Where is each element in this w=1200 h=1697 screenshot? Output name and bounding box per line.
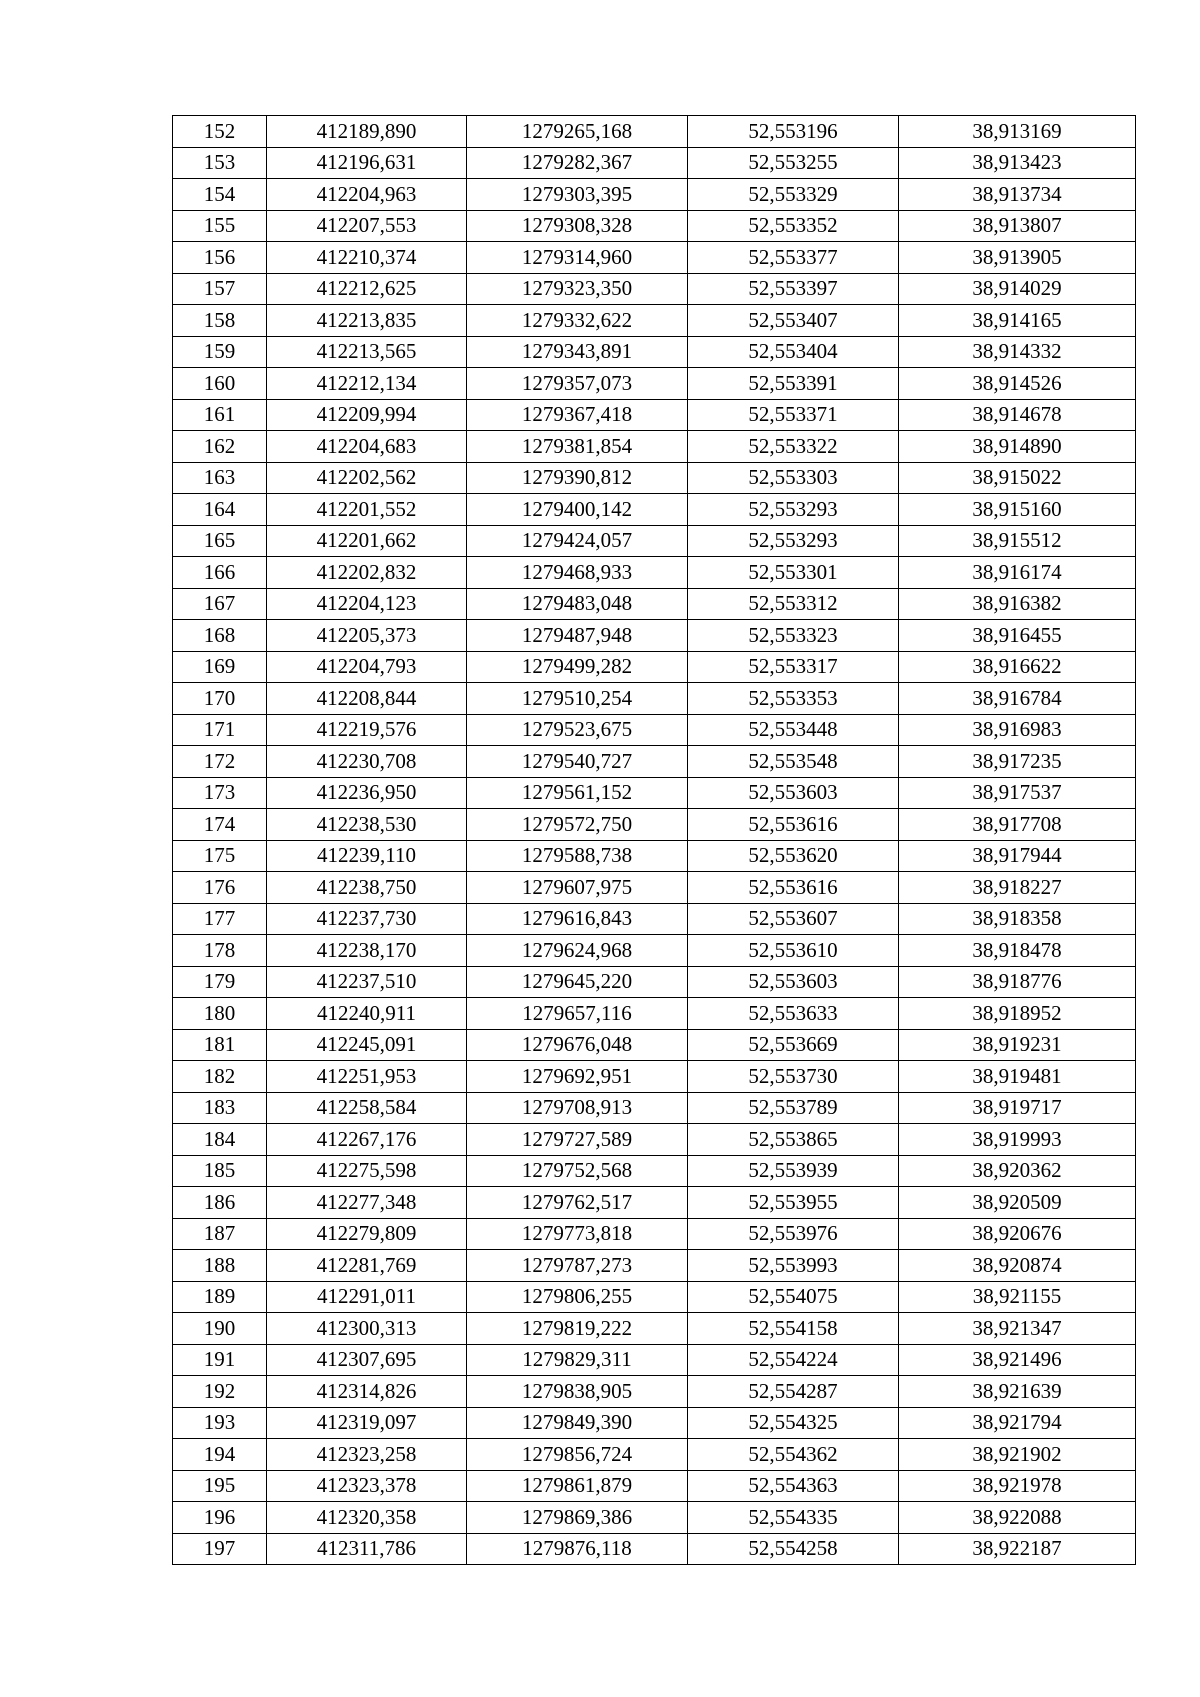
longitude-cell: 38,914029	[899, 273, 1136, 305]
latitude-cell: 52,553669	[688, 1029, 899, 1061]
y-coordinate-cell: 1279849,390	[467, 1407, 688, 1439]
longitude-cell: 38,920509	[899, 1187, 1136, 1219]
x-coordinate-cell: 412291,011	[267, 1281, 467, 1313]
x-coordinate-cell: 412237,510	[267, 966, 467, 998]
longitude-cell: 38,921496	[899, 1344, 1136, 1376]
x-coordinate-cell: 412209,994	[267, 399, 467, 431]
point-number-cell: 160	[173, 368, 267, 400]
latitude-cell: 52,553397	[688, 273, 899, 305]
longitude-cell: 38,918776	[899, 966, 1136, 998]
y-coordinate-cell: 1279561,152	[467, 777, 688, 809]
latitude-cell: 52,553603	[688, 777, 899, 809]
y-coordinate-cell: 1279499,282	[467, 651, 688, 683]
x-coordinate-cell: 412237,730	[267, 903, 467, 935]
point-number-cell: 166	[173, 557, 267, 589]
point-number-cell: 191	[173, 1344, 267, 1376]
latitude-cell: 52,553323	[688, 620, 899, 652]
x-coordinate-cell: 412319,097	[267, 1407, 467, 1439]
longitude-cell: 38,921639	[899, 1376, 1136, 1408]
latitude-cell: 52,553301	[688, 557, 899, 589]
x-coordinate-cell: 412204,123	[267, 588, 467, 620]
point-number-cell: 156	[173, 242, 267, 274]
y-coordinate-cell: 1279510,254	[467, 683, 688, 715]
table-row	[173, 368, 1136, 400]
x-coordinate-cell: 412205,373	[267, 620, 467, 652]
longitude-cell: 38,919717	[899, 1092, 1136, 1124]
x-coordinate-cell: 412230,708	[267, 746, 467, 778]
latitude-cell: 52,553196	[688, 116, 899, 148]
table-row	[173, 210, 1136, 242]
y-coordinate-cell: 1279483,048	[467, 588, 688, 620]
x-coordinate-cell: 412240,911	[267, 998, 467, 1030]
table-row	[173, 1281, 1136, 1313]
x-coordinate-cell: 412204,683	[267, 431, 467, 463]
y-coordinate-cell: 1279752,568	[467, 1155, 688, 1187]
latitude-cell: 52,553616	[688, 809, 899, 841]
y-coordinate-cell: 1279676,048	[467, 1029, 688, 1061]
longitude-cell: 38,914678	[899, 399, 1136, 431]
latitude-cell: 52,554158	[688, 1313, 899, 1345]
longitude-cell: 38,916784	[899, 683, 1136, 715]
latitude-cell: 52,553616	[688, 872, 899, 904]
point-number-cell: 152	[173, 116, 267, 148]
latitude-cell: 52,553730	[688, 1061, 899, 1093]
longitude-cell: 38,920362	[899, 1155, 1136, 1187]
y-coordinate-cell: 1279624,968	[467, 935, 688, 967]
table-row	[173, 1124, 1136, 1156]
latitude-cell: 52,554287	[688, 1376, 899, 1408]
longitude-cell: 38,917235	[899, 746, 1136, 778]
point-number-cell: 189	[173, 1281, 267, 1313]
y-coordinate-cell: 1279390,812	[467, 462, 688, 494]
y-coordinate-cell: 1279876,118	[467, 1533, 688, 1565]
y-coordinate-cell: 1279314,960	[467, 242, 688, 274]
longitude-cell: 38,916983	[899, 714, 1136, 746]
latitude-cell: 52,554075	[688, 1281, 899, 1313]
table-row	[173, 462, 1136, 494]
latitude-cell: 52,553255	[688, 147, 899, 179]
point-number-cell: 186	[173, 1187, 267, 1219]
longitude-cell: 38,921902	[899, 1439, 1136, 1471]
x-coordinate-cell: 412323,258	[267, 1439, 467, 1471]
table-row	[173, 809, 1136, 841]
latitude-cell: 52,553322	[688, 431, 899, 463]
x-coordinate-cell: 412202,832	[267, 557, 467, 589]
y-coordinate-cell: 1279303,395	[467, 179, 688, 211]
latitude-cell: 52,553404	[688, 336, 899, 368]
longitude-cell: 38,913734	[899, 179, 1136, 211]
point-number-cell: 196	[173, 1502, 267, 1534]
point-number-cell: 177	[173, 903, 267, 935]
x-coordinate-cell: 412314,826	[267, 1376, 467, 1408]
y-coordinate-cell: 1279357,073	[467, 368, 688, 400]
table-row	[173, 273, 1136, 305]
longitude-cell: 38,919231	[899, 1029, 1136, 1061]
table-row	[173, 1218, 1136, 1250]
x-coordinate-cell: 412300,313	[267, 1313, 467, 1345]
table-row	[173, 116, 1136, 148]
table-row	[173, 714, 1136, 746]
point-number-cell: 180	[173, 998, 267, 1030]
longitude-cell: 38,918227	[899, 872, 1136, 904]
latitude-cell: 52,553955	[688, 1187, 899, 1219]
longitude-cell: 38,917708	[899, 809, 1136, 841]
table-row	[173, 1092, 1136, 1124]
y-coordinate-cell: 1279265,168	[467, 116, 688, 148]
latitude-cell: 52,553407	[688, 305, 899, 337]
y-coordinate-cell: 1279645,220	[467, 966, 688, 998]
longitude-cell: 38,913807	[899, 210, 1136, 242]
x-coordinate-cell: 412208,844	[267, 683, 467, 715]
y-coordinate-cell: 1279708,913	[467, 1092, 688, 1124]
point-number-cell: 162	[173, 431, 267, 463]
longitude-cell: 38,913423	[899, 147, 1136, 179]
x-coordinate-cell: 412238,750	[267, 872, 467, 904]
longitude-cell: 38,918478	[899, 935, 1136, 967]
longitude-cell: 38,917537	[899, 777, 1136, 809]
table-row	[173, 1376, 1136, 1408]
y-coordinate-cell: 1279819,222	[467, 1313, 688, 1345]
point-number-cell: 178	[173, 935, 267, 967]
point-number-cell: 188	[173, 1250, 267, 1282]
latitude-cell: 52,553603	[688, 966, 899, 998]
point-number-cell: 179	[173, 966, 267, 998]
point-number-cell: 173	[173, 777, 267, 809]
point-number-cell: 157	[173, 273, 267, 305]
x-coordinate-cell: 412277,348	[267, 1187, 467, 1219]
latitude-cell: 52,553448	[688, 714, 899, 746]
x-coordinate-cell: 412202,562	[267, 462, 467, 494]
latitude-cell: 52,553293	[688, 494, 899, 526]
longitude-cell: 38,916455	[899, 620, 1136, 652]
x-coordinate-cell: 412239,110	[267, 840, 467, 872]
point-number-cell: 155	[173, 210, 267, 242]
table-row	[173, 1029, 1136, 1061]
x-coordinate-cell: 412320,358	[267, 1502, 467, 1534]
longitude-cell: 38,913169	[899, 116, 1136, 148]
table-row	[173, 494, 1136, 526]
y-coordinate-cell: 1279588,738	[467, 840, 688, 872]
longitude-cell: 38,915160	[899, 494, 1136, 526]
x-coordinate-cell: 412238,170	[267, 935, 467, 967]
point-number-cell: 193	[173, 1407, 267, 1439]
longitude-cell: 38,918358	[899, 903, 1136, 935]
longitude-cell: 38,914165	[899, 305, 1136, 337]
point-number-cell: 170	[173, 683, 267, 715]
table-row	[173, 966, 1136, 998]
point-number-cell: 190	[173, 1313, 267, 1345]
table-row	[173, 1502, 1136, 1534]
x-coordinate-cell: 412189,890	[267, 116, 467, 148]
table-row	[173, 1313, 1136, 1345]
latitude-cell: 52,553303	[688, 462, 899, 494]
latitude-cell: 52,553610	[688, 935, 899, 967]
y-coordinate-cell: 1279616,843	[467, 903, 688, 935]
longitude-cell: 38,915022	[899, 462, 1136, 494]
x-coordinate-cell: 412213,565	[267, 336, 467, 368]
latitude-cell: 52,553976	[688, 1218, 899, 1250]
y-coordinate-cell: 1279727,589	[467, 1124, 688, 1156]
point-number-cell: 163	[173, 462, 267, 494]
table-row	[173, 1250, 1136, 1282]
y-coordinate-cell: 1279692,951	[467, 1061, 688, 1093]
table-row	[173, 1187, 1136, 1219]
table-row	[173, 305, 1136, 337]
y-coordinate-cell: 1279343,891	[467, 336, 688, 368]
longitude-cell: 38,922187	[899, 1533, 1136, 1565]
point-number-cell: 185	[173, 1155, 267, 1187]
y-coordinate-cell: 1279869,386	[467, 1502, 688, 1534]
y-coordinate-cell: 1279806,255	[467, 1281, 688, 1313]
y-coordinate-cell: 1279332,622	[467, 305, 688, 337]
latitude-cell: 52,554325	[688, 1407, 899, 1439]
longitude-cell: 38,916622	[899, 651, 1136, 683]
longitude-cell: 38,916174	[899, 557, 1136, 589]
table-row	[173, 903, 1136, 935]
x-coordinate-cell: 412307,695	[267, 1344, 467, 1376]
point-number-cell: 153	[173, 147, 267, 179]
latitude-cell: 52,553353	[688, 683, 899, 715]
latitude-cell: 52,553993	[688, 1250, 899, 1282]
y-coordinate-cell: 1279838,905	[467, 1376, 688, 1408]
longitude-cell: 38,919481	[899, 1061, 1136, 1093]
latitude-cell: 52,553620	[688, 840, 899, 872]
x-coordinate-cell: 412251,953	[267, 1061, 467, 1093]
y-coordinate-cell: 1279308,328	[467, 210, 688, 242]
longitude-cell: 38,920874	[899, 1250, 1136, 1282]
y-coordinate-cell: 1279787,273	[467, 1250, 688, 1282]
point-number-cell: 187	[173, 1218, 267, 1250]
table-row	[173, 147, 1136, 179]
point-number-cell: 194	[173, 1439, 267, 1471]
latitude-cell: 52,553789	[688, 1092, 899, 1124]
table-row	[173, 683, 1136, 715]
longitude-cell: 38,914890	[899, 431, 1136, 463]
longitude-cell: 38,914332	[899, 336, 1136, 368]
longitude-cell: 38,918952	[899, 998, 1136, 1030]
x-coordinate-cell: 412212,134	[267, 368, 467, 400]
y-coordinate-cell: 1279773,818	[467, 1218, 688, 1250]
longitude-cell: 38,913905	[899, 242, 1136, 274]
longitude-cell: 38,921794	[899, 1407, 1136, 1439]
latitude-cell: 52,553371	[688, 399, 899, 431]
table-row	[173, 588, 1136, 620]
x-coordinate-cell: 412212,625	[267, 273, 467, 305]
longitude-cell: 38,921347	[899, 1313, 1136, 1345]
x-coordinate-cell: 412323,378	[267, 1470, 467, 1502]
latitude-cell: 52,553548	[688, 746, 899, 778]
table-row	[173, 746, 1136, 778]
table-row	[173, 1344, 1136, 1376]
x-coordinate-cell: 412275,598	[267, 1155, 467, 1187]
latitude-cell: 52,553939	[688, 1155, 899, 1187]
y-coordinate-cell: 1279367,418	[467, 399, 688, 431]
coordinates-table-body	[173, 116, 1136, 1565]
latitude-cell: 52,553352	[688, 210, 899, 242]
y-coordinate-cell: 1279282,367	[467, 147, 688, 179]
y-coordinate-cell: 1279540,727	[467, 746, 688, 778]
longitude-cell: 38,921155	[899, 1281, 1136, 1313]
point-number-cell: 174	[173, 809, 267, 841]
point-number-cell: 195	[173, 1470, 267, 1502]
x-coordinate-cell: 412219,576	[267, 714, 467, 746]
table-row	[173, 777, 1136, 809]
point-number-cell: 184	[173, 1124, 267, 1156]
y-coordinate-cell: 1279856,724	[467, 1439, 688, 1471]
table-row	[173, 399, 1136, 431]
table-row	[173, 872, 1136, 904]
table-row	[173, 336, 1136, 368]
point-number-cell: 197	[173, 1533, 267, 1565]
point-number-cell: 159	[173, 336, 267, 368]
latitude-cell: 52,554362	[688, 1439, 899, 1471]
x-coordinate-cell: 412279,809	[267, 1218, 467, 1250]
table-row	[173, 1407, 1136, 1439]
point-number-cell: 154	[173, 179, 267, 211]
point-number-cell: 168	[173, 620, 267, 652]
y-coordinate-cell: 1279468,933	[467, 557, 688, 589]
table-row	[173, 651, 1136, 683]
y-coordinate-cell: 1279523,675	[467, 714, 688, 746]
table-row	[173, 935, 1136, 967]
y-coordinate-cell: 1279829,311	[467, 1344, 688, 1376]
y-coordinate-cell: 1279572,750	[467, 809, 688, 841]
x-coordinate-cell: 412204,963	[267, 179, 467, 211]
point-number-cell: 172	[173, 746, 267, 778]
point-number-cell: 181	[173, 1029, 267, 1061]
x-coordinate-cell: 412281,769	[267, 1250, 467, 1282]
point-number-cell: 175	[173, 840, 267, 872]
table-row	[173, 620, 1136, 652]
point-number-cell: 176	[173, 872, 267, 904]
point-number-cell: 192	[173, 1376, 267, 1408]
table-row	[173, 557, 1136, 589]
y-coordinate-cell: 1279400,142	[467, 494, 688, 526]
table-row	[173, 998, 1136, 1030]
x-coordinate-cell: 412201,662	[267, 525, 467, 557]
y-coordinate-cell: 1279424,057	[467, 525, 688, 557]
x-coordinate-cell: 412258,584	[267, 1092, 467, 1124]
table-row	[173, 1533, 1136, 1565]
table-row	[173, 1470, 1136, 1502]
y-coordinate-cell: 1279657,116	[467, 998, 688, 1030]
latitude-cell: 52,554363	[688, 1470, 899, 1502]
table-row	[173, 840, 1136, 872]
longitude-cell: 38,919993	[899, 1124, 1136, 1156]
latitude-cell: 52,553329	[688, 179, 899, 211]
longitude-cell: 38,917944	[899, 840, 1136, 872]
point-number-cell: 183	[173, 1092, 267, 1124]
table-row	[173, 1061, 1136, 1093]
latitude-cell: 52,554335	[688, 1502, 899, 1534]
table-row	[173, 431, 1136, 463]
y-coordinate-cell: 1279323,350	[467, 273, 688, 305]
y-coordinate-cell: 1279762,517	[467, 1187, 688, 1219]
point-number-cell: 169	[173, 651, 267, 683]
longitude-cell: 38,922088	[899, 1502, 1136, 1534]
table-row	[173, 1439, 1136, 1471]
latitude-cell: 52,553607	[688, 903, 899, 935]
x-coordinate-cell: 412201,552	[267, 494, 467, 526]
latitude-cell: 52,553377	[688, 242, 899, 274]
longitude-cell: 38,920676	[899, 1218, 1136, 1250]
latitude-cell: 52,553293	[688, 525, 899, 557]
y-coordinate-cell: 1279381,854	[467, 431, 688, 463]
x-coordinate-cell: 412245,091	[267, 1029, 467, 1061]
longitude-cell: 38,914526	[899, 368, 1136, 400]
point-number-cell: 165	[173, 525, 267, 557]
longitude-cell: 38,915512	[899, 525, 1136, 557]
latitude-cell: 52,553317	[688, 651, 899, 683]
table-row	[173, 242, 1136, 274]
latitude-cell: 52,554258	[688, 1533, 899, 1565]
y-coordinate-cell: 1279861,879	[467, 1470, 688, 1502]
latitude-cell: 52,554224	[688, 1344, 899, 1376]
latitude-cell: 52,553633	[688, 998, 899, 1030]
x-coordinate-cell: 412238,530	[267, 809, 467, 841]
latitude-cell: 52,553312	[688, 588, 899, 620]
point-number-cell: 171	[173, 714, 267, 746]
x-coordinate-cell: 412196,631	[267, 147, 467, 179]
point-number-cell: 167	[173, 588, 267, 620]
latitude-cell: 52,553391	[688, 368, 899, 400]
table-row	[173, 525, 1136, 557]
coordinates-table	[172, 115, 1136, 1565]
y-coordinate-cell: 1279487,948	[467, 620, 688, 652]
latitude-cell: 52,553865	[688, 1124, 899, 1156]
longitude-cell: 38,921978	[899, 1470, 1136, 1502]
x-coordinate-cell: 412207,553	[267, 210, 467, 242]
x-coordinate-cell: 412236,950	[267, 777, 467, 809]
table-row	[173, 179, 1136, 211]
point-number-cell: 158	[173, 305, 267, 337]
point-number-cell: 182	[173, 1061, 267, 1093]
point-number-cell: 164	[173, 494, 267, 526]
x-coordinate-cell: 412311,786	[267, 1533, 467, 1565]
y-coordinate-cell: 1279607,975	[467, 872, 688, 904]
x-coordinate-cell: 412213,835	[267, 305, 467, 337]
x-coordinate-cell: 412267,176	[267, 1124, 467, 1156]
longitude-cell: 38,916382	[899, 588, 1136, 620]
x-coordinate-cell: 412210,374	[267, 242, 467, 274]
point-number-cell: 161	[173, 399, 267, 431]
table-row	[173, 1155, 1136, 1187]
x-coordinate-cell: 412204,793	[267, 651, 467, 683]
